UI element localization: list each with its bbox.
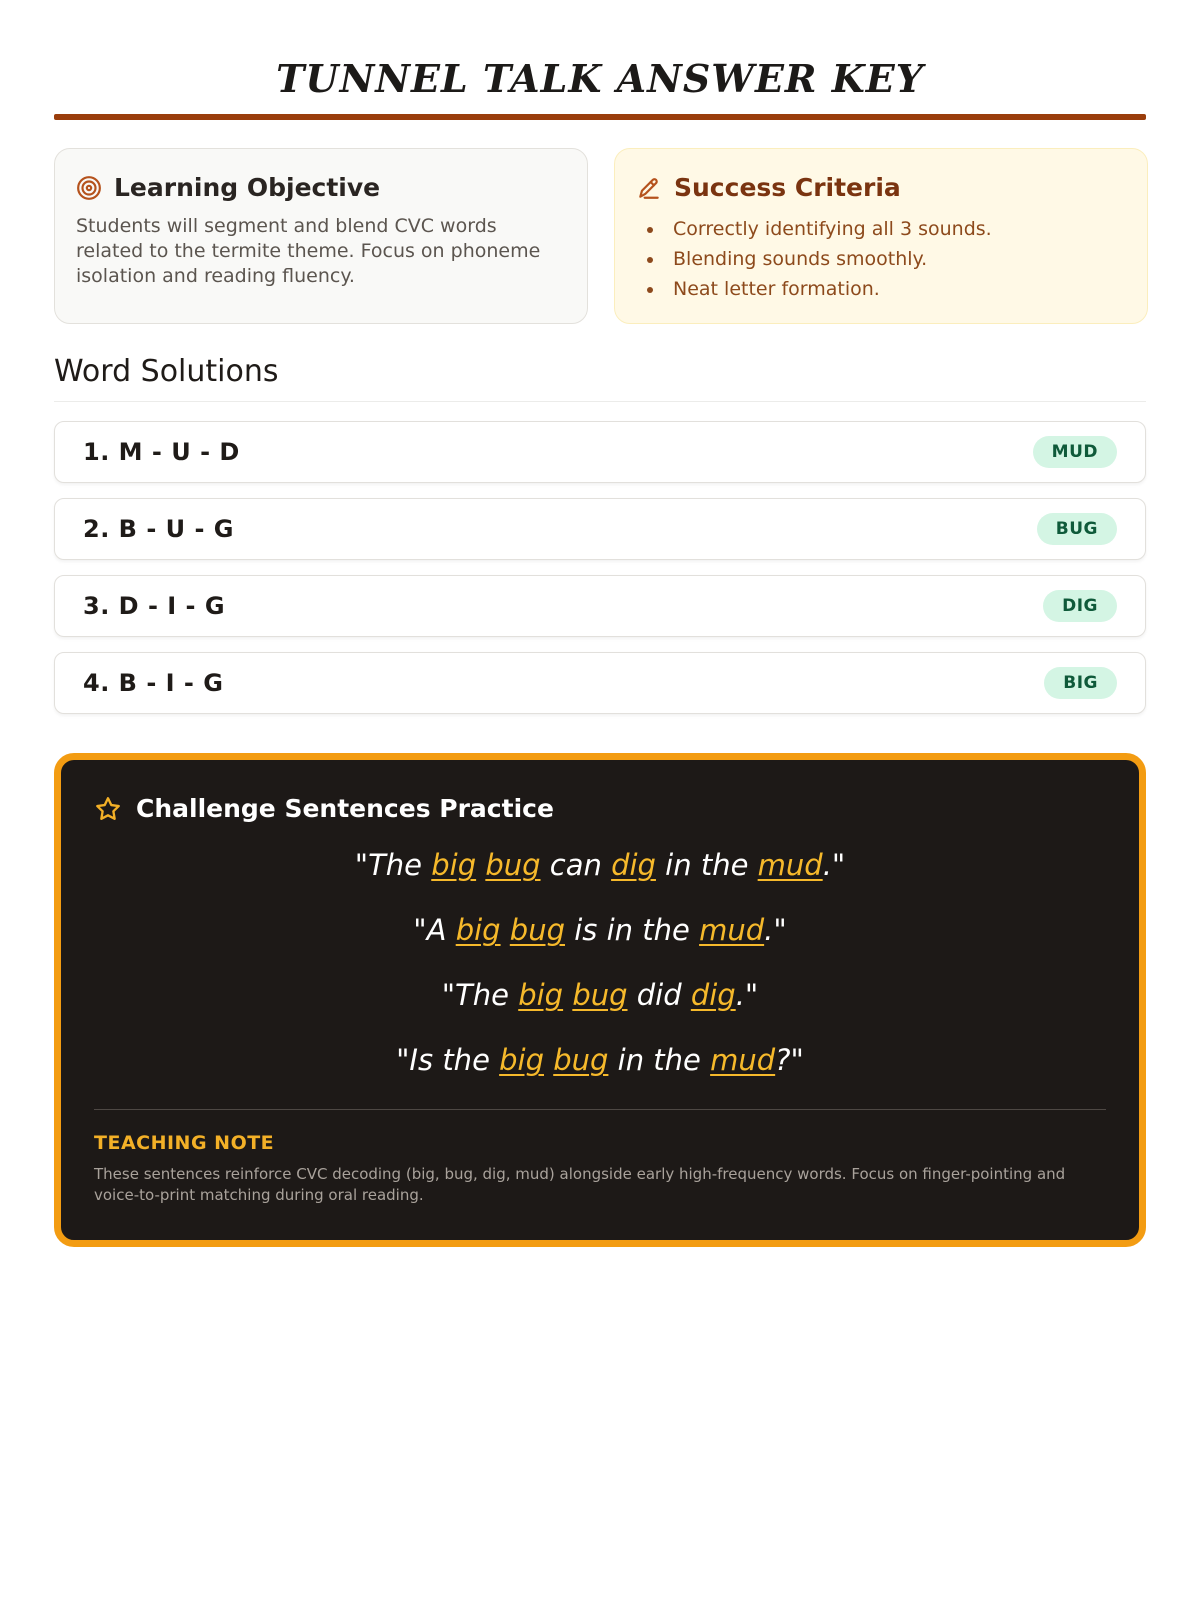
challenge-sentence	[94, 910, 1106, 975]
page-title: TUNNEL TALK ANSWER KEY	[276, 56, 924, 101]
answer-badge: BIG	[1044, 667, 1117, 699]
word-segments: 1. M - U - D	[83, 438, 240, 466]
sentence-text: is in the	[565, 913, 700, 947]
sentence-text: in the	[608, 1043, 711, 1077]
sentence-text	[544, 1043, 553, 1077]
teaching-note-text: These sentences reinforce CVC decoding (big, bug, dig, mud) alongside early high-frequency words. Focus on finger-pointing and voice-to-print matching during oral reading.	[94, 1165, 1066, 1204]
sentence-text: ."	[735, 978, 759, 1012]
word-row	[54, 498, 1146, 560]
highlighted-word: bug	[485, 848, 541, 882]
sentence-text: "Is the	[396, 1043, 500, 1077]
highlighted-word: bug	[553, 1043, 609, 1077]
sentence-text: in the	[655, 848, 758, 882]
word-row	[54, 421, 1146, 483]
challenge-sentences	[94, 845, 1106, 1105]
sentence-text: "The	[441, 978, 519, 1012]
challenge-title: Challenge Sentences Practice	[136, 794, 554, 823]
sentence-text	[563, 978, 572, 1012]
challenge-sentences-panel	[54, 753, 1146, 1247]
word-row	[54, 575, 1146, 637]
highlighted-word: bug	[509, 913, 565, 947]
teaching-note-label: TEACHING NOTE	[94, 1132, 275, 1154]
answer-badge: MUD	[1033, 436, 1117, 468]
sentence-text: "The	[354, 848, 432, 882]
highlighted-word: dig	[611, 848, 656, 882]
highlighted-word: big	[431, 848, 477, 882]
star-icon	[94, 795, 122, 823]
word-solutions-title: Word Solutions	[54, 354, 279, 389]
challenge-sentence	[94, 1040, 1106, 1105]
success-criteria-list	[636, 214, 1126, 304]
word-segments: 4. B - I - G	[83, 669, 224, 697]
challenge-sentence	[94, 845, 1106, 910]
answer-badge: BUG	[1037, 513, 1117, 545]
challenge-divider	[94, 1109, 1106, 1110]
highlighted-word: bug	[572, 978, 628, 1012]
target-icon	[76, 175, 102, 201]
highlighted-word: big	[518, 978, 564, 1012]
sentence-text: ."	[764, 913, 787, 947]
section-divider	[54, 401, 1146, 402]
pen-icon	[636, 175, 662, 201]
word-segments: 2. B - U - G	[83, 515, 234, 543]
criteria-item: Blending sounds smoothly.	[644, 244, 1126, 274]
sentence-text: "A	[413, 913, 456, 947]
highlighted-word: mud	[710, 1043, 776, 1077]
highlighted-word: dig	[690, 978, 736, 1012]
title-underline	[54, 114, 1146, 120]
sentence-text	[501, 913, 510, 947]
highlighted-word: mud	[699, 913, 765, 947]
criteria-item: Neat letter formation.	[644, 274, 1126, 304]
success-criteria-header	[636, 173, 1126, 202]
sentence-text	[476, 848, 485, 882]
answer-badge: DIG	[1043, 590, 1117, 622]
success-criteria-title: Success Criteria	[674, 173, 901, 202]
highlighted-word: big	[455, 913, 501, 947]
challenge-sentence	[94, 975, 1106, 1040]
learning-objective-header	[76, 173, 566, 202]
sentence-text: ?"	[775, 1043, 804, 1077]
highlighted-word: big	[499, 1043, 544, 1077]
word-row	[54, 652, 1146, 714]
learning-objective-text: Students will segment and blend CVC words related to the termite theme. Focus on phoneme isolation and reading fluency.	[76, 215, 541, 287]
criteria-item: Correctly identifying all 3 sounds.	[644, 214, 1126, 244]
sentence-text: ."	[822, 848, 846, 882]
sentence-text: did	[627, 978, 691, 1012]
challenge-header	[94, 794, 1106, 823]
sentence-text: can	[540, 848, 612, 882]
highlighted-word: mud	[757, 848, 823, 882]
learning-objective-title: Learning Objective	[114, 173, 381, 202]
success-criteria-card	[614, 148, 1148, 324]
word-segments: 3. D - I - G	[83, 592, 226, 620]
learning-objective-card	[54, 148, 588, 324]
